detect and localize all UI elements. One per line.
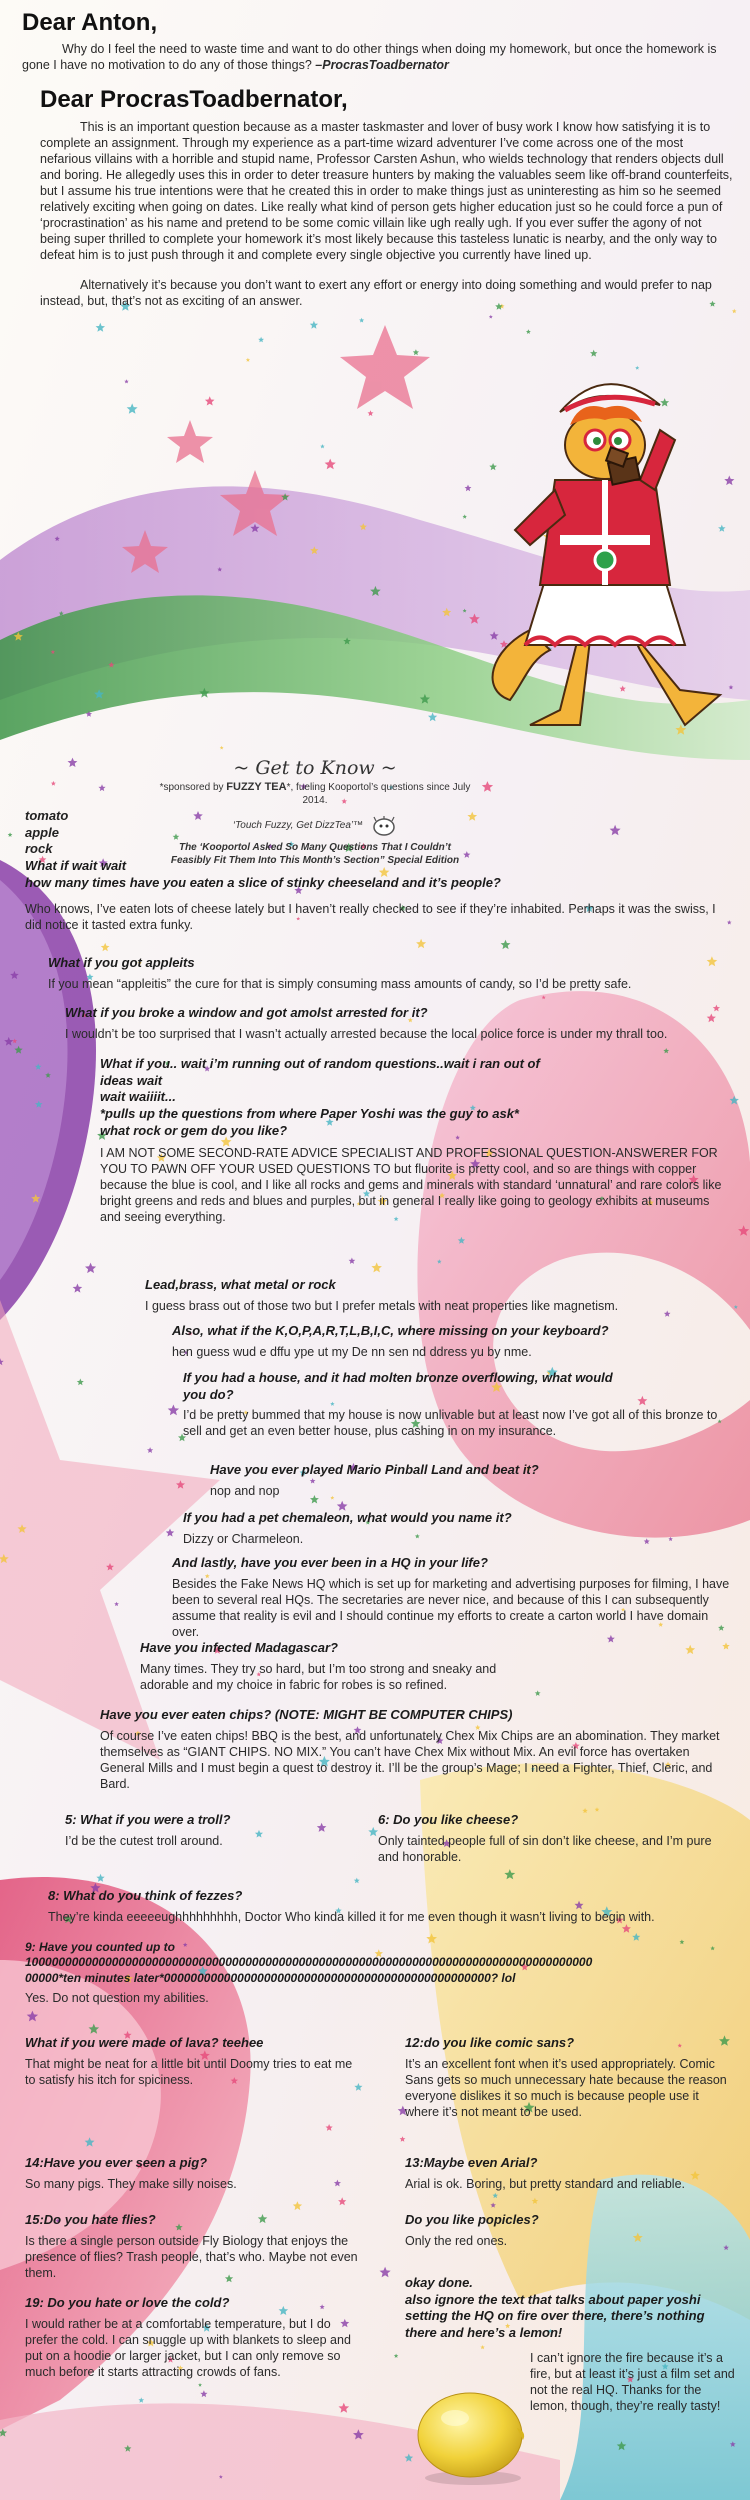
question-text: 19: Do you hate or love the cold? (25, 2295, 230, 2310)
question-text: okay done. also ignore the text that talks about paper yoshi setting the HQ on fire over there, there’s nothing there and here’s a lemon! (405, 2275, 705, 2340)
word-apple: apple (25, 824, 59, 840)
qa-block-lava (25, 2035, 365, 2088)
question-text: What if wait wait how many times have you eaten a slice of stinky cheeseland and it’s people? (25, 858, 501, 890)
question-text: Have you ever eaten chips? (NOTE: MIGHT BE COMPUTER CHIPS) (100, 1707, 513, 1722)
question-text: 8: What do you think of fezzes? (48, 1888, 243, 1903)
qa-block-molten-bronze (183, 1370, 730, 1439)
qa-block-hq (172, 1555, 730, 1640)
lemon-image (405, 2380, 535, 2490)
fuzzy-icon (371, 816, 397, 836)
qa-block-cold (25, 2295, 365, 2380)
letter-signature: –ProcrasToadbernator (315, 57, 449, 72)
qa-block-chips (100, 1707, 732, 1792)
sponsor-suffix: *, fueling Kooportol’s questions since July 2014. (286, 782, 471, 807)
letter-greeting: Dear Anton, (22, 9, 158, 36)
answer-text: I’d be pretty bummed that my house is now unlivable but at least now I’ve got all of this bronze to sell and get an even better house, plus cashing in on my insurance. (183, 1408, 718, 1439)
sponsor-brand: FUZZY TEA (226, 781, 287, 794)
question-text: 12:do you like comic sans? (405, 2035, 575, 2050)
answer-text: I can’t ignore the fire because it’s a fire, but at least it’s just a film set and not the real HQ. Thanks for the lemon, though, they’re really tasty! (530, 2350, 735, 2413)
question-text: 14:Have you ever seen a pig? (25, 2155, 208, 2170)
question-text: If you had a pet chemaleon, what would you name it? (183, 1510, 512, 1525)
answer-text: hen guess wud e dffu ype ut my De nn sen nd ddress yu by nme. (172, 1344, 532, 1359)
get-to-know-header (150, 756, 480, 868)
reply-paragraph-2: Alternatively it’s because you don’t want to exert any effort or energy into doing something and would prefer to nap instead, but, that’s not as exciting of an answer. (40, 278, 712, 309)
answer-text: If you mean “appleitis” the cure for that is simply consuming mass amounts of candy, so I’d be pretty safe. (48, 976, 632, 991)
qa-block-fezzes (48, 1888, 738, 1925)
question-text: What if you were made of lava? teehee (25, 2035, 264, 2050)
answer-text: Only the red ones. (405, 2233, 508, 2248)
qa-block-appleits (48, 955, 728, 992)
question-text: Lead,brass, what metal or rock (145, 1277, 336, 1292)
answer-text: Besides the Fake News HQ which is set up for marketing and advertising purposes for filming, I have been to several real HQs. The secretaries are never nice, and because of this I can subsequently assume that reality is evil and I should continue my efforts to create a carton world I have domain over. (172, 1576, 730, 1639)
answer-text: I wouldn’t be too surprised that I wasn’t actually arrested because the local police force is under my thrall too. (65, 1026, 668, 1041)
word-tomato: tomato (25, 808, 69, 823)
question-text: 5: What if you were a troll? (65, 1812, 231, 1827)
question-text: If you had a house, and it had molten bronze overflowing, what would you do? (183, 1370, 613, 1402)
qa-block-popsicles (405, 2212, 730, 2249)
qa-block-keyboard (172, 1323, 730, 1360)
answer-text: Who knows, I’ve eaten lots of cheese lately but I haven’t really checked to see if they’re inhabited. Perhaps it was the swiss, I did notice it tasted extra funky. (25, 902, 716, 933)
answer-text: I guess brass out of those two but I prefer metals with neat properties like magnetism. (145, 1298, 619, 1313)
answer-text: So many pigs. They make silly noises. (25, 2176, 237, 2191)
question-text: Also, what if the K,O,P,A,R,T,L,B,I,C, where missing on your keyboard? (172, 1323, 609, 1338)
qa-block-troll (65, 1812, 365, 1849)
question-text: 13:Maybe even Arial? (405, 2155, 538, 2170)
special-edition-label: The ‘Kooportol Asked So Many Questions That I Couldn’t Feasibly Fit Them Into This Month’s Section” Special Edition (170, 841, 460, 866)
answer-text: I AM NOT SOME SECOND-RATE ADVICE SPECIALIST AND PROFESSIONAL QUESTION-ANSWERER FOR YOU TO PAWN OFF YOUR USED QUESTIONS TO but fluorite is pretty cool, and so are things with copper because the blue is cool, and I like all rocks and gems and minerals with standard ‘unnatural’ and rare colors like bright greens and reds and blues and purples, but in general I really like going to geology exhibits at museums and seeing everything. (100, 1146, 722, 1225)
letter-question-text: Why do I feel the need to waste time and want to do other things when doing my homework, but once the homework is gone I have no motivation to do any of those things? (22, 41, 717, 72)
answer-text: Of course I’ve eaten chips! BBQ is the best, and unfortunately Chex Mix Chips are an abomination. They market themselves as “GIANT CHIPS. NO MIX.” You can’t have Chex Mix without Mix. An evil force has overtaken General Mills and I must begin a quest to destroy it. I’ll be the group’s Mage; I need a Fighter, Thief, Cleric, and Bard. (100, 1728, 720, 1791)
qa-block-pig (25, 2155, 365, 2192)
qa-block-stinky-cheese (25, 858, 730, 933)
answer-text: Is there a single person outside Fly Biology that enjoys the presence of flies? Trash people, that’s who. Maybe not even them. (25, 2233, 358, 2280)
qa-block-lead-brass (145, 1277, 730, 1314)
answer-text: Many times. They try so hard, but I’m too strong and sneaky and adorable and my choice in fabric for robes is so refined. (140, 1661, 497, 1692)
qa-block-rock-gem (100, 1056, 730, 1225)
answer-text: They’re kinda eeeeeughhhhhhhhh, Doctor Who kinda killed it for me even though it wasn’t living to begin with. (48, 1909, 655, 1924)
qa-block-flies (25, 2212, 365, 2281)
qa-block-window (65, 1005, 730, 1042)
qa-block-comic-sans (405, 2035, 730, 2120)
sponsor-slogan: ‘Touch Fuzzy, Get DizzTea’™ (232, 819, 364, 831)
word-list (25, 808, 145, 858)
answer-text: nop and nop (210, 1483, 280, 1498)
question-text: What if you.. wait i’m running out of random questions..wait i ran out of ideas wait wait waiiiit... *pulls up the questions from where Paper Yoshi was the guy to ask* what rock or gem do you like? (100, 1056, 540, 1138)
wizard-koopa-illustration (470, 330, 730, 750)
answer-text: Dizzy or Charmeleon. (183, 1531, 304, 1546)
sponsor-line (150, 780, 480, 808)
answer-text: It’s an excellent font when it’s used appropriately. Comic Sans gets so much unnecessary hate because the reason everyone dislikes it so much is because people use it where it’s not meant to be used. (405, 2056, 727, 2119)
sponsor-prefix: *sponsored by (159, 782, 227, 794)
answer-text: That might be neat for a little bit until Doomy tries to eat me to satisfy his itch for spiciness. (25, 2056, 353, 2087)
word-rock: rock (25, 841, 53, 857)
qa-block-cheese (378, 1812, 728, 1865)
question-text: Do you like popicles? (405, 2212, 539, 2227)
question-text: 6: Do you like cheese? (378, 1812, 519, 1827)
question-text: Have you ever played Mario Pinball Land and beat it? (210, 1462, 539, 1477)
get-to-know-title: ~ Get to Know ~ (233, 757, 397, 779)
qa-block-chameleon (183, 1510, 730, 1547)
qa-block-counting (25, 1940, 740, 2006)
question-text: And lastly, have you ever been in a HQ in your life? (172, 1555, 488, 1570)
question-text: Have you infected Madagascar? (140, 1640, 338, 1655)
answer-text: Yes. Do not question my abilities. (25, 1991, 209, 2006)
reply-greeting: Dear ProcrasToadbernator, (40, 85, 348, 113)
qa-block-madagascar (140, 1640, 730, 1693)
reply-paragraph-1: This is an important question because as a master taskmaster and lover of busy work I know how satisfying it is to complete an assignment. Through my experience as a part-time wizard adventurer I’ve come across one of the most nefarious villains with a horrible and stupid name, Professor Carsten Ashun, who wields technology that renders objects dull and boring. He allegedly uses this in order to deter treasure hunters by making the valuables seem like off-brand counterfeits, but I assume his true intentions were that he created this in order to make things just as uninteresting as him so he seemed relatively exciting when going on dates. Like really what kind of person gets higher education just so he could force a pun of ‘procrastination’ as his name and pretend to be some comic villain like ugh really ugh. If you ever suffer the agony of not being super thrilled to complete your homework it’s most likely because this tasteless lunatic is nearby, and the only way to defeat him is to just push through it and complete every single objective you currently have lined up. (40, 120, 733, 263)
qa-block-pinball (210, 1462, 730, 1499)
answer-text: I would rather be at a comfortable temperature, but I do prefer the cold. I can snuggle up with blankets to sleep and put on a hoodie or larger jacket, but I can only remove so much before it starts attracting crowds of fans. (25, 2316, 351, 2379)
question-text: 9: Have you counted up to 1000000000000000000000000000000000000000000000000000000000000000000000000000000000000 00000*ten minutes later*0000000000000000000000000000000000000000000000000? lol (25, 1940, 593, 1985)
question-text: What if you got appleits (48, 955, 195, 970)
letter-section (22, 8, 734, 309)
answer-text: Only tainted people full of sin don’t like cheese, and I’m pure and honorable. (378, 1833, 712, 1864)
qa-block-arial (405, 2155, 730, 2192)
answer-text: I’d be the cutest troll around. (65, 1833, 223, 1848)
question-text: 15:Do you hate flies? (25, 2212, 156, 2227)
answer-text: Arial is ok. Boring, but pretty standard and reliable. (405, 2176, 686, 2191)
letter-question (22, 41, 734, 73)
question-text: What if you broke a window and got amolst arrested for it? (65, 1005, 428, 1020)
